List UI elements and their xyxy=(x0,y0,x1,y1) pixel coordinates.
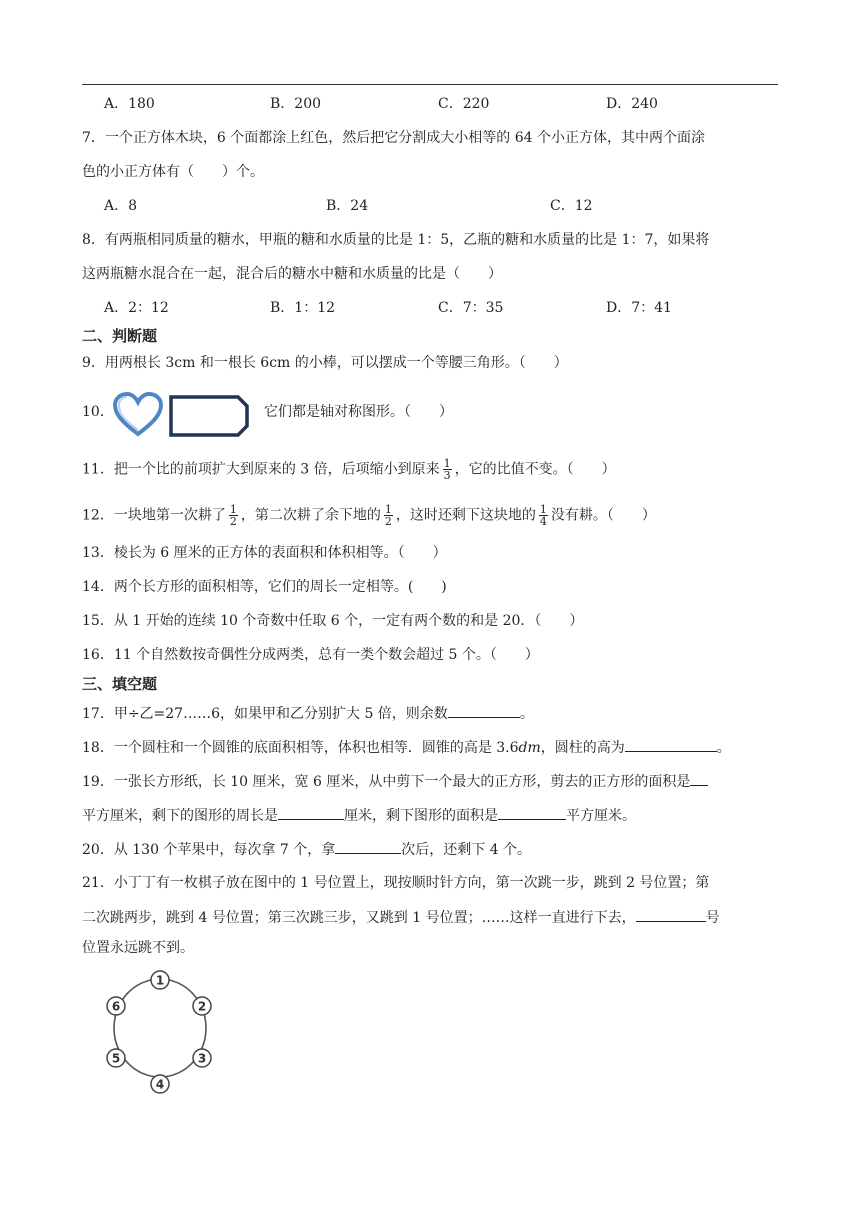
q18-blank[interactable] xyxy=(625,737,717,752)
q11-fraction xyxy=(443,458,452,481)
position-node-6 xyxy=(107,997,125,1015)
q17-line xyxy=(82,703,534,724)
position-label-4: 4 xyxy=(155,1077,165,1092)
section-heading-judgment: 二、判断题 xyxy=(82,327,158,345)
position-label-6: 6 xyxy=(111,999,121,1014)
position-node-1 xyxy=(151,971,169,989)
q20-blank[interactable] xyxy=(335,839,401,854)
q19-line2 xyxy=(82,805,636,826)
q20-text-b: 次后，还剩下 4 个。 xyxy=(401,842,532,858)
position-label-3: 3 xyxy=(197,1051,207,1066)
position-circle-diagram xyxy=(98,964,224,1100)
q12-fraction-2 xyxy=(384,504,393,527)
q18-line xyxy=(82,737,731,758)
q12-text-d: 没有耕。（ ） xyxy=(550,507,656,524)
q18-text-a: 18．一个圆柱和一个圆锥的底面积相等，体积也相等．圆锥的高是 3.6 xyxy=(82,740,519,756)
q21-text-a: 二次跳两步，跳到 4 号位置；第三次跳三步，又跳到 1 号位置；……这样一直进行下去， xyxy=(82,910,636,926)
q18-text-b: ，圆柱的高为 xyxy=(540,740,625,756)
q8-option-c: C．7：35 xyxy=(438,300,504,316)
q12-text-a: 12．一块地第一次耕了 xyxy=(82,507,226,524)
q21-line2 xyxy=(82,907,720,928)
q18-text-c: 。 xyxy=(716,740,731,756)
position-node-3 xyxy=(193,1049,211,1067)
q12-f1-den: 2 xyxy=(229,515,237,528)
q12-f3-den: 4 xyxy=(539,515,547,528)
q12-fraction-1 xyxy=(229,504,238,527)
q6-option-b: B．200 xyxy=(270,96,322,112)
q10-text: 它们都是轴对称图形。（ ） xyxy=(264,404,453,420)
q12-f2-den: 2 xyxy=(384,515,392,528)
q8-option-b: B．1：12 xyxy=(270,300,336,316)
q12-f2-num: 1 xyxy=(384,503,392,516)
q7-line1: 7．一个正方体木块，6 个面都涂上红色，然后把它分割成大小相等的 64 个小正方体，其中两个面涂 xyxy=(82,130,705,146)
q19-text-c: 厘米，剩下图形的面积是 xyxy=(344,808,498,824)
q6-option-d: D．240 xyxy=(606,96,658,112)
q13-text: 13．棱长为 6 厘米的正方体的表面积和体积相等。（ ） xyxy=(82,545,447,561)
q17-text-a: 17．甲÷乙=27……6，如果甲和乙分别扩大 5 倍，则余数 xyxy=(82,706,448,722)
q19-text-d: 平方厘米。 xyxy=(566,808,636,824)
q12-text-c: ，这时还剩下这块地的 xyxy=(395,507,536,524)
q19-blank-1[interactable] xyxy=(690,771,708,786)
q19-text-a: 19．一张长方形纸，长 10 厘米，宽 6 厘米，从中剪下一个最大的正方形，剪去的正方形的面积是 xyxy=(82,774,691,790)
q21-blank[interactable] xyxy=(636,907,706,922)
q12-f3-num: 1 xyxy=(539,503,547,516)
heart-shape xyxy=(112,392,164,438)
position-node-2 xyxy=(193,997,211,1015)
position-label-2: 2 xyxy=(197,999,207,1014)
q11-text-before: 11．把一个比的前项扩大到原来的 3 倍，后项缩小到原来 xyxy=(82,461,440,478)
q6-option-a: A．180 xyxy=(104,96,155,112)
q21-text-b: 号 xyxy=(705,910,720,926)
header-rule xyxy=(82,84,778,85)
q16-text: 16．11 个自然数按奇偶性分成两类，总有一类个数会超过 5 个。（ ） xyxy=(82,647,539,663)
q7-line2: 色的小正方体有（ ）个。 xyxy=(82,164,264,180)
q12-text-b: ，第二次耕了余下地的 xyxy=(240,507,381,524)
q7-option-c: C．12 xyxy=(550,198,593,214)
q20-line xyxy=(82,839,531,860)
q9-text: 9．用两根长 3cm 和一根长 6cm 的小棒，可以摆成一个等腰三角形。（ ） xyxy=(82,355,568,371)
position-label-5: 5 xyxy=(111,1051,121,1066)
q8-option-d: D．7：41 xyxy=(606,300,672,316)
q8-line2: 这两瓶糖水混合在一起，混合后的糖水中糖和水质量的比是（ ） xyxy=(82,266,502,282)
position-node-5 xyxy=(107,1049,125,1067)
notched-rectangle-shape xyxy=(168,394,250,438)
q11-frac-den: 3 xyxy=(443,469,451,482)
q11-frac-num: 1 xyxy=(443,457,451,470)
position-node-4 xyxy=(151,1075,169,1093)
q21-line1: 21．小丁丁有一枚棋子放在图中的 1 号位置上，现按顺时针方向，第一次跳一步，跳到 2 号位置；第 xyxy=(82,875,710,891)
q11-text-after: ，它的比值不变。（ ） xyxy=(454,461,616,478)
position-label-1: 1 xyxy=(155,973,165,988)
q7-option-a: A．8 xyxy=(104,198,138,214)
q15-text: 15．从 1 开始的连续 10 个奇数中任取 6 个，一定有两个数的和是 20．（ ） xyxy=(82,613,584,629)
q19-blank-2[interactable] xyxy=(278,805,344,820)
q17-text-b: 。 xyxy=(519,706,534,722)
q7-option-b: B．24 xyxy=(326,198,369,214)
q12-f1-num: 1 xyxy=(229,503,237,516)
section-heading-fill-in: 三、填空题 xyxy=(82,675,158,693)
q6-option-c: C．220 xyxy=(438,96,490,112)
q8-option-a: A．2：12 xyxy=(104,300,169,316)
q10-number: 10． xyxy=(82,404,114,420)
q19-blank-3[interactable] xyxy=(498,805,566,820)
q20-text-a: 20．从 130 个苹果中，每次拿 7 个，拿 xyxy=(82,842,336,858)
q8-line1: 8．有两瓶相同质量的糖水，甲瓶的糖和水质量的比是 1：5，乙瓶的糖和水质量的比是 1：7，如果将 xyxy=(82,232,710,248)
q21-line3: 位置永远跳不到。 xyxy=(82,940,194,956)
q12-fraction-3 xyxy=(539,504,548,527)
q12-line xyxy=(82,504,656,527)
q17-blank[interactable] xyxy=(448,703,520,718)
q18-unit: dm xyxy=(518,740,541,756)
q14-text: 14．两个长方形的面积相等，它们的周长一定相等。( ) xyxy=(82,579,447,595)
q19-text-b: 平方厘米，剩下的图形的周长是 xyxy=(82,808,278,824)
q19-line1 xyxy=(82,771,708,792)
q11-line xyxy=(82,458,616,481)
